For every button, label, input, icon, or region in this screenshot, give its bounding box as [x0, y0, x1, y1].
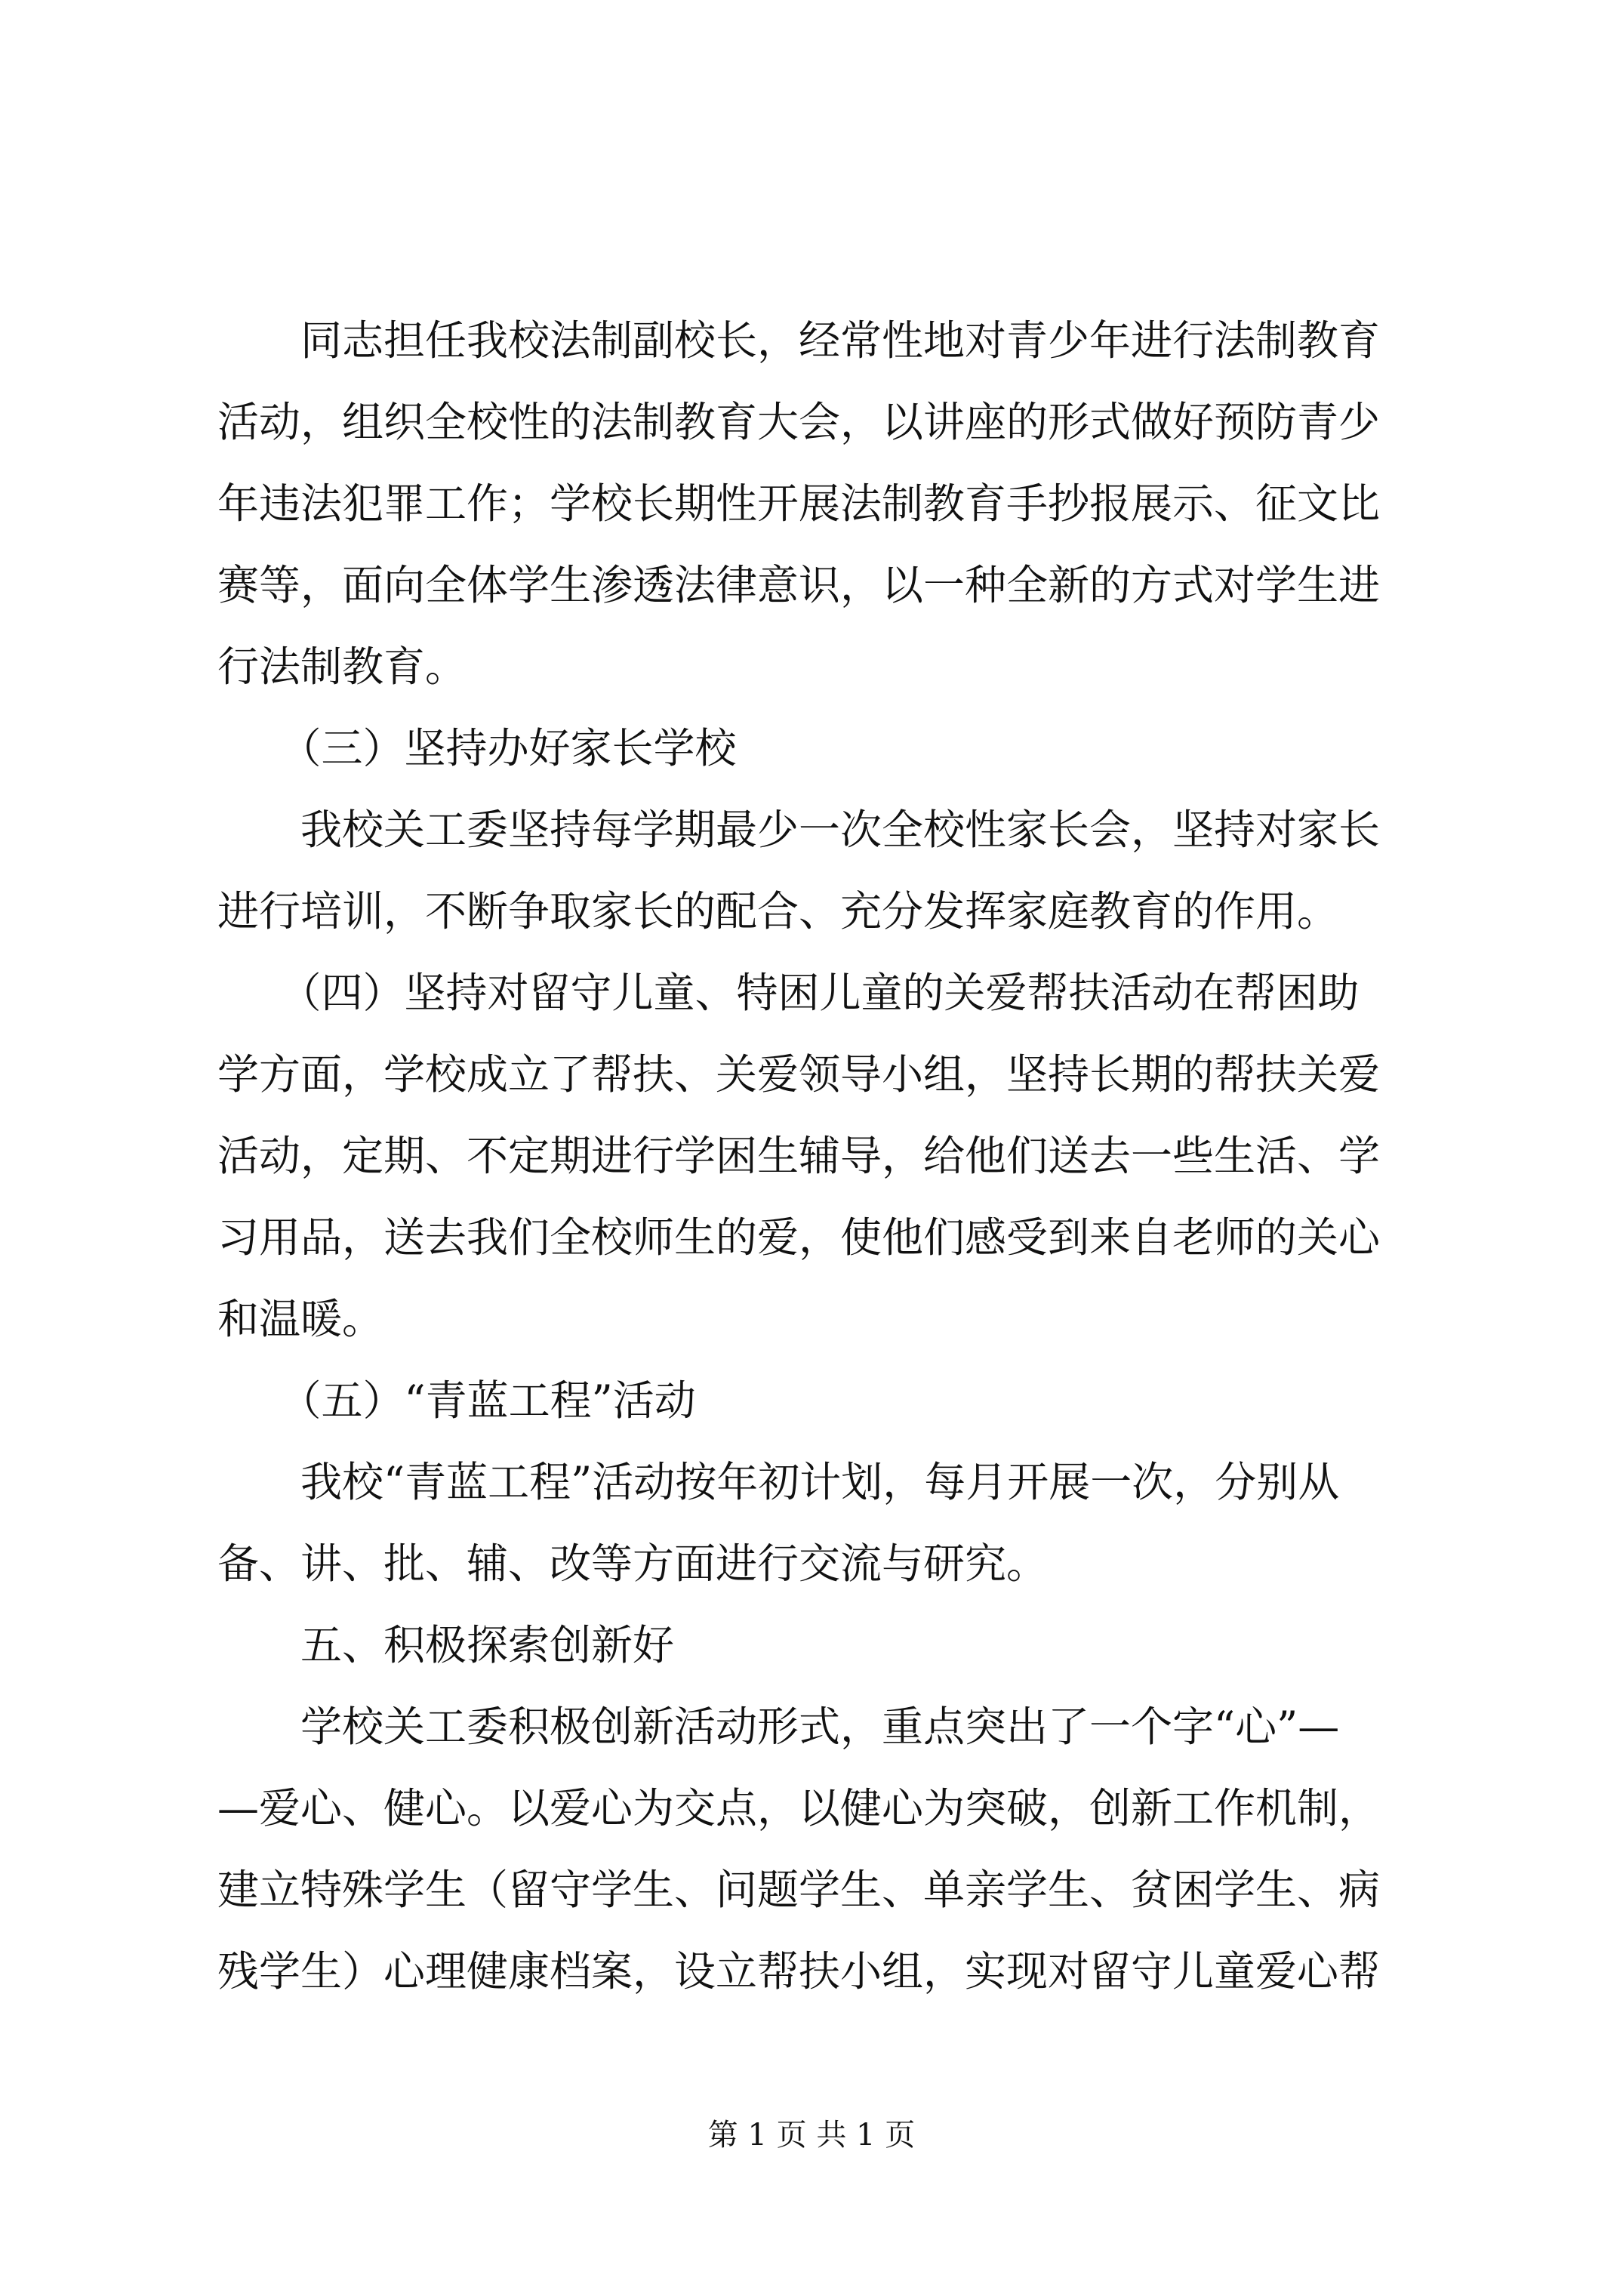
- body-text-line: 学方面，学校成立了帮扶、关爱领导小组，坚持长期的帮扶关爱: [217, 1050, 1381, 1099]
- body-text-line: 和温暖。: [217, 1295, 384, 1343]
- body-text-line: 行法制教育。: [217, 643, 467, 691]
- body-text-line: 习用品，送去我们全校师生的爱，使他们感受到来自老师的关心: [217, 1213, 1381, 1262]
- body-text-line: （四）坚持对留守儿童、特困儿童的关爱帮扶活动在帮困助: [217, 969, 1360, 1017]
- body-text-line: 年违法犯罪工作；学校长期性开展法制教育手抄报展示、征文比: [217, 479, 1381, 528]
- body-text-line: 活动，组织全校性的法制教育大会，以讲座的形式做好预防青少: [217, 398, 1381, 446]
- body-text-line: 备、讲、批、辅、改等方面进行交流与研究。: [217, 1539, 1049, 1588]
- section-heading: （五）“青蓝工程”活动: [217, 1376, 696, 1425]
- body-text-line: 学校关工委积极创新活动形式，重点突出了一个字“心”—: [217, 1703, 1340, 1751]
- body-text-line: 进行培训，不断争取家长的配合、充分发挥家庭教育的作用。: [217, 887, 1339, 935]
- section-heading: 五、积极探索创新好: [217, 1621, 675, 1669]
- body-text-line: 残学生）心理健康档案，设立帮扶小组，实现对留守儿童爱心帮: [217, 1947, 1381, 1996]
- body-text-line: 活动，定期、不定期进行学困生辅导，给他们送去一些生活、学: [217, 1132, 1381, 1180]
- body-text-line: 赛等，面向全体学生渗透法律意识，以一种全新的方式对学生进: [217, 561, 1381, 609]
- section-heading: （三）坚持办好家长学校: [217, 724, 737, 772]
- body-text-line: —爱心、健心。以爱心为交点，以健心为突破，创新工作机制，: [217, 1784, 1381, 1832]
- body-text-line: 建立特殊学生（留守学生、问题学生、单亲学生、贫困学生、病: [217, 1866, 1381, 1914]
- body-text-line: 我校“青蓝工程”活动按年初计划，每月开展一次，分别从: [217, 1458, 1340, 1506]
- page-number-footer: 第 1 页 共 1 页: [707, 2118, 916, 2153]
- body-text-line: 同志担任我校法制副校长，经常性地对青少年进行法制教育: [217, 316, 1381, 365]
- body-text-line: 我校关工委坚持每学期最少一次全校性家长会，坚持对家长: [217, 806, 1381, 854]
